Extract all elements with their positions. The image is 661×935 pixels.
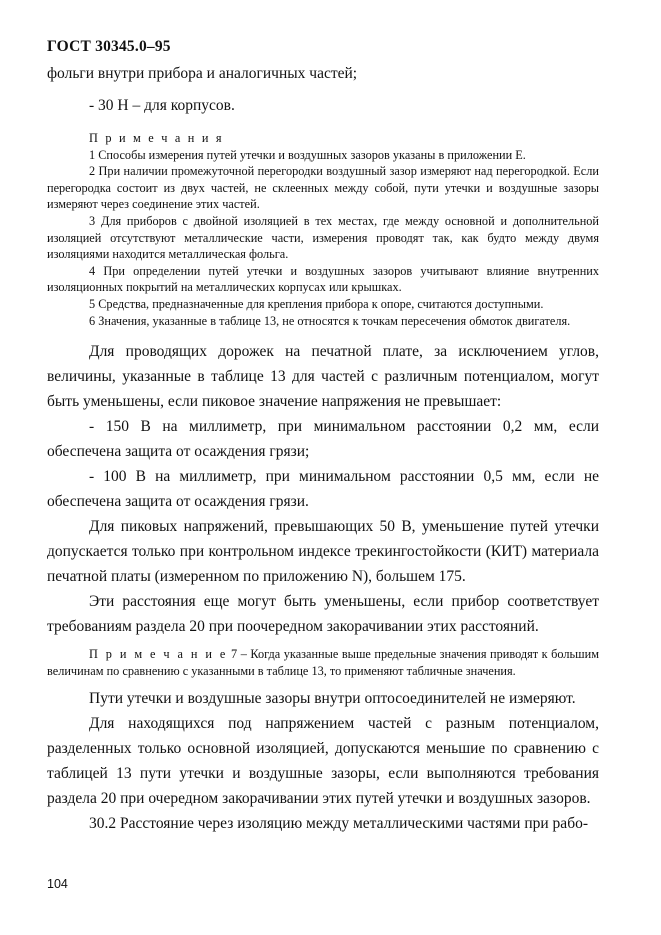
note-3: 3 Для приборов с двойной изоляцией в тех местах, где между основной и дополнительной изоляцией отсутствуют металлические части, измерения проводят так, как будто между двумя изоляциями находится металлическая фольга. xyxy=(47,213,599,262)
note-4: 4 При определении путей утечки и воздушных зазоров учитывают влияние внутренних изоляционных покрытий на металлических корпусах или крышках. xyxy=(47,263,599,295)
note-5: 5 Средства, предназначенные для крепления прибора к опоре, считаются доступными. xyxy=(89,296,544,311)
paragraph-continued: фольги внутри прибора и аналогичных частей; xyxy=(47,65,358,82)
notes-block xyxy=(47,130,599,329)
note-6: 6 Значения, указанные в таблице 13, не относятся к точкам пересечения обмоток двигателя. xyxy=(89,313,571,328)
paragraph-150v: - 150 В на миллиметр, при минимальном расстоянии 0,2 мм, если обеспечена защита от осаждения грязи; xyxy=(47,418,599,461)
paragraph-optocouplers: Пути утечки и воздушные зазоры внутри оптосоединителей не измеряют. xyxy=(89,690,576,708)
paragraph-basic-insulation: Для находящихся под напряжением частей с разным потенциалом, разделенных только основной изоляцией, допускаются меньшие по сравнению с таблицей 13 пути утечки и воздушные зазоры, если выполняются требования раздела 20 при очередном закорачивании этих путей утечки и воздушных зазоров. xyxy=(47,715,599,808)
paragraph-30-2: 30.2 Расстояние через изоляцию между металлическими частями при рабо- xyxy=(89,815,588,833)
notes-title: П р и м е ч а н и я xyxy=(89,131,224,145)
note-7-label: П р и м е ч а н и е xyxy=(89,647,228,662)
paragraph-100v: - 100 В на миллиметр, при минимальном расстоянии 0,5 мм, если не обеспечена защита от осаждения грязи. xyxy=(47,468,599,511)
document-code: ГОСТ 30345.0–95 xyxy=(47,38,171,55)
note-1: 1 Способы измерения путей утечки и воздушных зазоров указаны в приложении Е. xyxy=(89,147,526,162)
paragraph-further-reduction: Эти расстояния еще могут быть уменьшены, если прибор соответствует требованиям раздела 20 при поочередном закорачивании этих расстояний. xyxy=(47,593,599,636)
note-7-text: 7 – Когда указанные выше предельные значения приводят к большим величинам по сравнению с указанными в таблице 13, то применяют табличные значения. xyxy=(47,647,599,678)
paragraph-peak-voltage: Для пиковых напряжений, превышающих 50 В, уменьшение путей утечки допускается только при контрольном индексе трекингостойкости (КИТ) материала печатной платы (измеренном по приложению N), большем 175. xyxy=(47,518,599,586)
page-number: 104 xyxy=(47,877,68,891)
page-body xyxy=(47,61,599,836)
paragraph-bodies: - 30 Н – для корпусов. xyxy=(89,97,235,114)
note-7 xyxy=(47,646,599,679)
paragraph-pcb: Для проводящих дорожек на печатной плате, за исключением углов, величины, указанные в таблице 13 для частей с различным потенциалом, могут быть уменьшены, если пиковое значение напряжения не превышает: xyxy=(47,343,599,411)
note-2: 2 При наличии промежуточной перегородки воздушный зазор измеряют над перегородкой. Если перегородка состоит из двух частей, не склеенных между собой, пути утечки и воздушные зазоры измеряют через соединение этих частей. xyxy=(47,164,599,212)
